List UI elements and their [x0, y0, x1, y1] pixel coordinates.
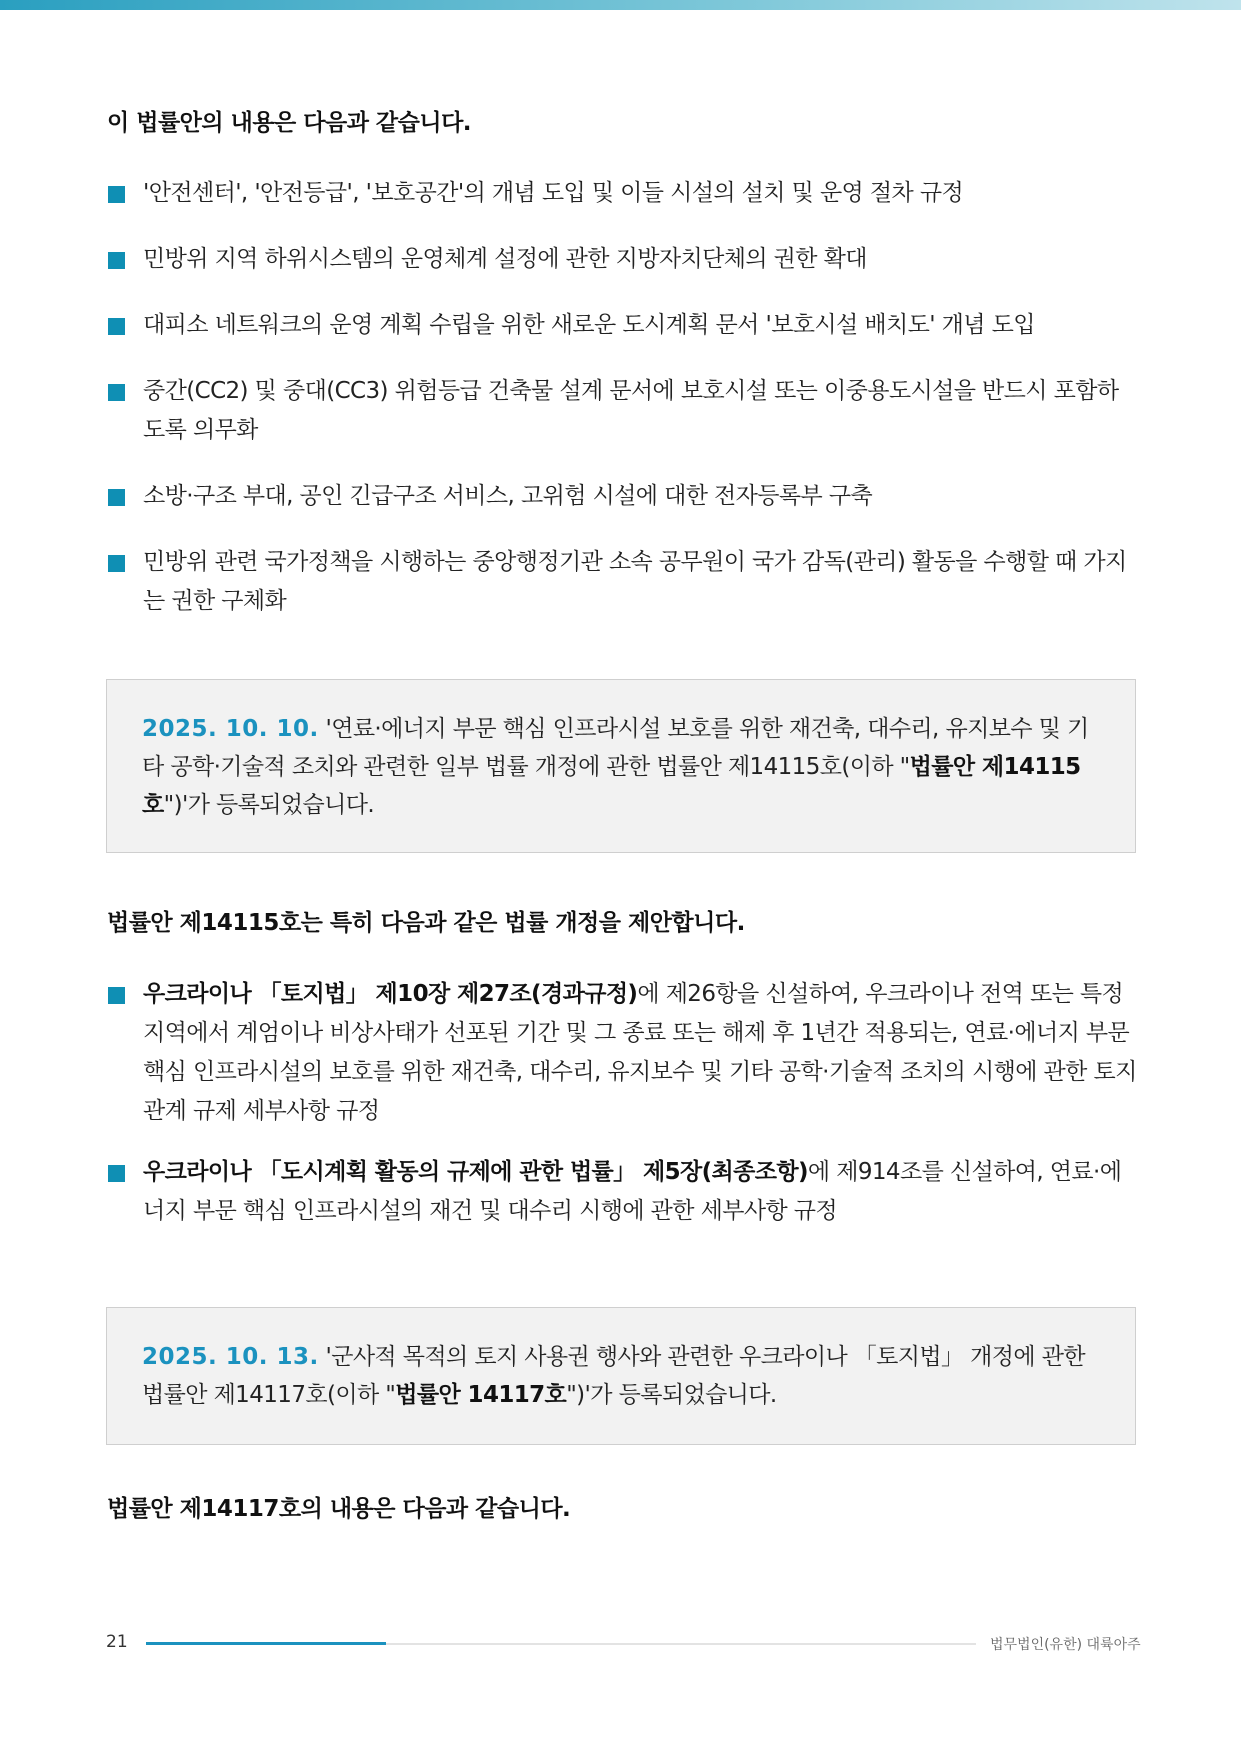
list-item: '안전센터', '안전등급', '보호공간'의 개념 도입 및 이들 시설의 설치 및 운영 절차 규정 — [107, 174, 1137, 213]
section-heading-14117: 법률안 제14117호의 내용은 다음과 같습니다. — [107, 1496, 571, 1522]
list-item: 중간(CC2) 및 중대(CC3) 위험등급 건축물 설계 문서에 보호시설 또는 이중용도시설을 반드시 포함하도록 의무화 — [107, 372, 1137, 450]
square-bullet-icon — [108, 555, 125, 572]
law-reference: 우크라이나 「도시계획 활동의 규제에 관한 법률」 제5장(최종조항) — [143, 1159, 808, 1185]
amendment-list — [107, 975, 1137, 1231]
list-item: 우크라이나 「도시계획 활동의 규제에 관한 법률」 제5장(최종조항)에 제914조를 신설하여, 연료·에너지 부문 핵심 인프라시설의 재건 및 대수리 시행에 관한 세부사항 규정 — [107, 1153, 1137, 1231]
square-bullet-icon — [108, 987, 125, 1004]
notice-text: '군사적 목적의 토지 사용권 행사와 관련한 우크라이나 「토지법」 개정에 관한 법률안 제14117호(이하 " — [142, 1344, 1085, 1408]
notice-date: 2025. 10. 10. — [142, 716, 319, 742]
intro-heading: 이 법률안의 내용은 다음과 같습니다. — [107, 110, 472, 136]
law-reference: 우크라이나 「토지법」 제10장 제27조(경과규정) — [143, 981, 638, 1007]
notice-text-end: ")'가 등록되었습니다. — [566, 1382, 777, 1408]
square-bullet-icon — [108, 1165, 125, 1182]
square-bullet-icon — [108, 318, 125, 335]
top-accent-bar — [0, 0, 1241, 10]
square-bullet-icon — [108, 489, 125, 506]
list-item: 우크라이나 「토지법」 제10장 제27조(경과규정)에 제26항을 신설하여, 우크라이나 전역 또는 특정 지역에서 계엄이나 비상사태가 선포된 기간 및 그 종료 또는 해제 후 1년간 적용되는, 연료·에너지 부문 핵심 인프라시설의 보호를 위한 재건축, 대수리, 유지보수 및 기타 공학·기술적 조치의 시행에 관한 토지관계 규제 세부사항 규정 — [107, 975, 1137, 1131]
square-bullet-icon — [108, 384, 125, 401]
square-bullet-icon — [108, 252, 125, 269]
notice-bill-number: 법률안 14117호 — [395, 1382, 567, 1408]
notice-text-end: ")'가 등록되었습니다. — [163, 792, 375, 818]
list-item: 소방·구조 부대, 공인 긴급구조 서비스, 고위험 시설에 대한 전자등록부 구축 — [107, 477, 1137, 516]
footer-divider-accent — [146, 1642, 386, 1645]
notice-bill-number: 법률안 제14115호 — [142, 754, 1081, 818]
list-item: 민방위 관련 국가정책을 시행하는 중앙행정기관 소속 공무원이 국가 감독(관리) 활동을 수행할 때 가지는 권한 구체화 — [107, 543, 1137, 621]
section-heading-14115: 법률안 제14115호는 특히 다음과 같은 법률 개정을 제안합니다. — [107, 910, 745, 936]
intro-list — [107, 174, 1137, 621]
page-number: 21 — [106, 1632, 128, 1652]
registration-notice-14117 — [106, 1307, 1136, 1445]
square-bullet-icon — [108, 186, 125, 203]
registration-notice-14115 — [106, 679, 1136, 853]
list-item: 대피소 네트워크의 운영 계획 수립을 위한 새로운 도시계획 문서 '보호시설 배치도' 개념 도입 — [107, 306, 1137, 345]
list-item: 민방위 지역 하위시스템의 운영체계 설정에 관한 지방자치단체의 권한 확대 — [107, 240, 1137, 279]
notice-date: 2025. 10. 13. — [142, 1344, 319, 1370]
notice-text: '연료·에너지 부문 핵심 인프라시설 보호를 위한 재건축, 대수리, 유지보수 및 기타 공학·기술적 조치와 관련한 일부 법률 개정에 관한 법률안 제14115호(이하 " — [142, 716, 1089, 780]
footer-firm-name: 법무법인(유한) 대륙아주 — [990, 1637, 1141, 1653]
